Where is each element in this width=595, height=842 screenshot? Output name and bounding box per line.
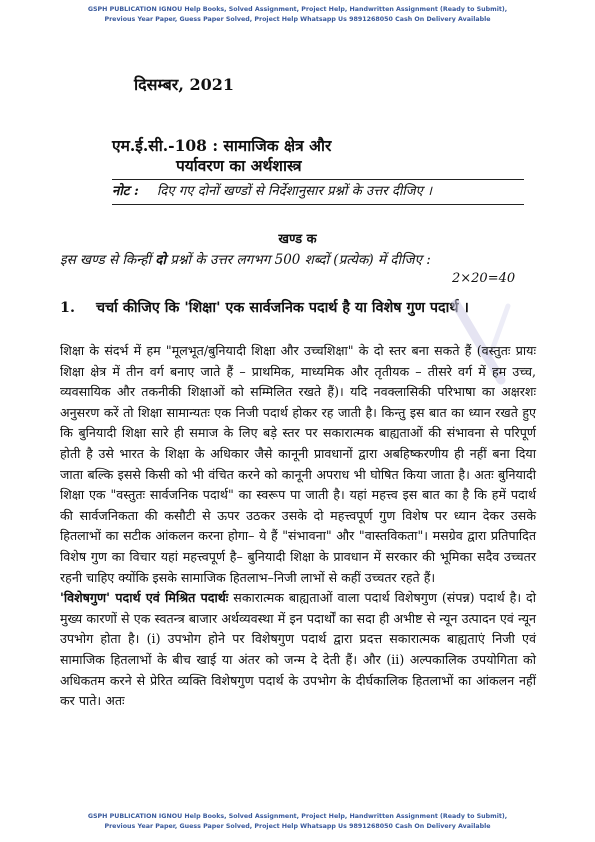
bottom-banner [40, 812, 555, 832]
answer-paragraph-1: शिक्षा के संदर्भ में हम "मूलभूत/बुनियादी शिक्षा और उच्चशिक्षा" के दो स्तर बना सकते हैं (वस्तुतः प्रायः शिक्षा क्षेत्र में तीन वर्ग बनाए जाते हैं – प्राथमिक, माध्यमिक और तृतीयक – तीसरे वर्ग में हम उच्च, व्यवसायिक और तकनीकी शिक्षाओं को सम्मिलित रखते हैं)। यदि नवक्लासिकी परिभाषा का अक्षरशः अनुसरण करें तो शिक्षा सामान्यतः एक निजी पदार्थ होकर रह जाती है। किन्तु इस बात का ध्यान रखते हुए कि बुनियादी शिक्षा सारे ही समाज के लिए बड़े स्तर पर सकारात्मक बाह्यताओं की संभावना से परिपूर्ण होती है उसे भारत के शिक्षा के अधिकार जैसे कानूनी प्रावधानों द्वारा अबहिष्करणीय ही नहीं बना दिया जाता बल्कि इससे किसी को भी वंचित करने को कानूनी अपराध भी घोषित किया जाता है। अतः बुनियादी शिक्षा एक "वस्तुतः सार्वजनिक पदार्थ" का स्वरूप पा जाती है। यहां महत्त्व इस बात का है कि हमें पदार्थ की सार्वजनिकता की कसौटी से ऊपर उठकर उसके दो महत्त्वपूर्ण गुण विशेष पर ध्यान देकर उसके हितलाभों का सटीक आंकलन करना होगा– ये हैं "संभावना" और "वास्तविकता"। मसग्रेव द्वारा प्रतिपादित विशेष गुण का विचार यहां महत्त्वपूर्ण है– बुनियादी शिक्षा के प्रावधान में सरकार की भूमिका सदैव उच्चतर रहनी चाहिए क्योंकि इसके सामाजिक हितलाभ–निजी लाभों से कहीं उच्चतर रहते हैं। [60, 343, 536, 585]
marks-scheme: 2×20=40 [452, 271, 516, 286]
paper-title-line-1: एम.ई.सी.-108 : सामाजिक क्षेत्र और [112, 136, 332, 155]
instruction-count: दो [155, 252, 166, 268]
question-1 [60, 297, 480, 319]
bottom-banner-line-1: GSPH PUBLICATION IGNOU Help Books, Solved Assignment, Project Help, Handwritten Assignment (Ready to Submit), [87, 813, 508, 820]
instruction-part-1: इस खण्ड से किन्हीं [60, 252, 156, 268]
section-instruction [60, 251, 530, 269]
paragraph-2-text: सकारात्मक बाह्यताओं वाला पदार्थ विशेषगुण (संपन्न) पदार्थ है। दो मुख्य कारणों से एक स्वतन्त्र बाजार अर्थव्यवस्था में इन पदार्थों का सदा ही अभीष्ट से न्यून उत्पादन एवं न्यून उपभोग होता है। (i) उपभोग होने पर विशेषगुण पदार्थ द्वारा प्रदत्त सकारात्मक बाह्यताएं निजी एवं सामाजिक हितलाभों के बीच खाई या अंतर को जन्म दे देती हैं। और (ii) अल्पकालिक उपयोगिता को अधिकतम करने से प्रेरित व्यक्ति विशेषगुण पदार्थ के उपभोग के दीर्घकालिक हितलाभों का आंकलन नहीं कर पाते। अतः [60, 590, 536, 709]
instruction-note [112, 179, 524, 205]
section-heading: खण्ड क [278, 232, 317, 247]
instruction-part-2: प्रश्नों के उत्तर लगभग 500 शब्दों (प्रत्येक) में दीजिए : [165, 252, 431, 268]
note-label: नोट : [112, 184, 139, 199]
top-banner [40, 5, 555, 25]
paper-title-line-2: पर्यावरण का अर्थशास्त्र [176, 156, 302, 175]
question-text: चर्चा कीजिए कि 'शिक्षा' एक सार्वजनिक पदार्थ है या विशेष गुण पदार्थ । [96, 300, 469, 316]
paper-title [112, 136, 331, 176]
answer-body [60, 341, 536, 712]
answer-paragraph-2 [60, 588, 536, 712]
note-text: दिए गए दोनों खण्डों से निर्देशानुसार प्रश्नों के उत्तर दीजिए । [156, 184, 432, 199]
question-number: 1. [60, 300, 75, 316]
top-banner-line-2: Previous Year Paper, Guess Paper Solved, Project Help Whatsapp Us 9891268050 Cash On Delivery Available [104, 16, 491, 23]
top-banner-line-1: GSPH PUBLICATION IGNOU Help Books, Solved Assignment, Project Help, Handwritten Assignment (Ready to Submit), [87, 6, 508, 13]
exam-date: दिसम्बर, 2021 [134, 75, 235, 94]
paragraph-2-heading: 'विशेषगुण' पदार्थ एवं मिश्रित पदार्थः [60, 590, 229, 606]
bottom-banner-line-2: Previous Year Paper, Guess Paper Solved, Project Help Whatsapp Us 9891268050 Cash On Delivery Available [104, 823, 491, 830]
